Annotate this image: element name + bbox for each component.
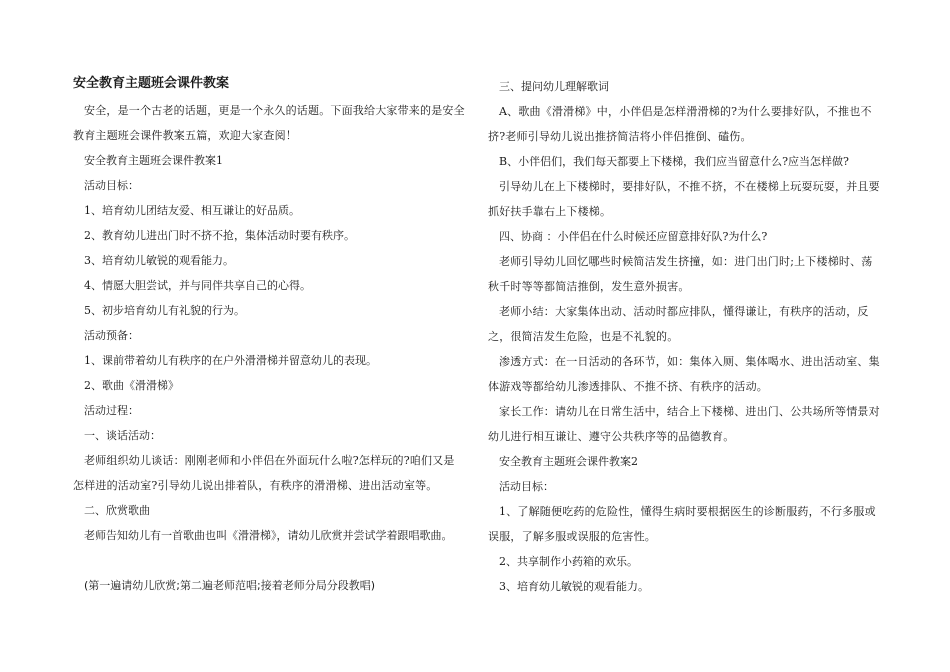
recall-paragraph: 老师引导幼儿回忆哪些时候简洁发生挤撞，如：进门出门时;上下楼梯时、荡秋千时等等都简洁推倒，发生意外损害。 (488, 255, 873, 293)
left-column (73, 74, 465, 598)
preparation-label: 活动预备： (84, 329, 139, 342)
objective-1: 1、培育幼儿团结友爱、相互谦让的好品质。 (84, 204, 300, 217)
preparation-2: 2、歌曲《滑滑梯》 (84, 379, 179, 392)
objective-3: 3、培育幼儿敏锐的观看能力。 (84, 254, 234, 267)
right-column (488, 74, 880, 599)
question-b: B、小伴侣们，我们每天都要上下楼梯，我们应当留意什么?应当怎样做? (499, 155, 849, 168)
document-title: 安全教育主题班会课件教案 (73, 76, 230, 91)
song-paragraph: 老师告知幼儿有一首歌曲也叫《滑滑梯》，请幼儿欣赏并尝试学着跟唱歌曲。 (84, 529, 453, 542)
objective-2-1: 1、了解随便吃药的危险性，懂得生病时要根据医生的诊断服药，不行多服或误服，了解多服或误服的危害性。 (488, 505, 876, 543)
talk-paragraph: 老师组织幼儿谈话：刚刚老师和小伴侣在外面玩什么啦?怎样玩的?咱们又是怎样进的活动室?引导幼儿说出排着队，有秩序的滑滑梯、进出活动室等。 (73, 454, 455, 492)
section-3-heading: 三、提问幼儿理解歌词 (499, 80, 609, 93)
objective-4: 4、情愿大胆尝试，并与同伴共享自己的心得。 (84, 279, 311, 292)
parent-work: 家长工作：请幼儿在日常生活中，结合上下楼梯、进出门、公共场所等情景对幼儿进行相互谦让、遵守公共秩序等的品德教育。 (488, 405, 880, 443)
section-talk-heading: 一、谈话活动： (84, 429, 161, 442)
objective-2-3: 3、培育幼儿敏锐的观看能力。 (499, 580, 649, 593)
process-label: 活动过程： (84, 404, 139, 417)
stairs-guidance: 引导幼儿在上下楼梯时，要排好队，不推不挤，不在楼梯上玩耍玩耍，并且要抓好扶手靠右上下楼梯。 (488, 180, 880, 218)
objective-2: 2、教育幼儿进出门时不挤不抢，集体活动时要有秩序。 (84, 229, 355, 242)
lesson-2-heading: 安全教育主题班会课件教案2 (499, 455, 638, 468)
objectives-label: 活动目标： (84, 179, 139, 192)
integration-method: 渗透方式：在一日活动的各环节，如：集体入厕、集体喝水、进出活动室、集体游戏等都给幼儿渗透排队、不推不挤、有秩序的活动。 (488, 355, 880, 393)
intro-paragraph: 安全，是一个古老的话题，更是一个永久的话题。下面我给大家带来的是安全教育主题班会课件教案五篇，欢迎大家查阅！ (73, 104, 465, 142)
teacher-summary: 老师小结：大家集体出动、活动时都应排队，懂得谦让，有秩序的活动，反之，很简洁发生危险，也是不礼貌的。 (488, 305, 869, 343)
spacer (73, 548, 465, 573)
question-a: A、歌曲《滑滑梯》中，小伴侣是怎样滑滑梯的?为什么要排好队，不推也不挤?老师引导幼儿说出推挤简洁将小伴侣推倒、磕伤。 (488, 105, 872, 143)
objectives-label-2: 活动目标： (499, 480, 554, 493)
section-song-heading: 二、欣赏歌曲 (84, 504, 150, 517)
teaching-note: (第一遍请幼儿欣赏;第二遍老师范唱;接着老师分局分段教唱) (84, 579, 375, 592)
section-4-heading: 四、协商 ：小伴侣在什么时候还应留意排好队?为什么? (499, 230, 768, 243)
lesson-1-heading: 安全教育主题班会课件教案1 (84, 154, 223, 167)
objective-2-2: 2、共享制作小药箱的欢乐。 (499, 555, 638, 568)
objective-5: 5、初步培育幼儿有礼貌的行为。 (84, 304, 245, 317)
preparation-1: 1、课前带着幼儿有秩序的在户外滑滑梯并留意幼儿的表现。 (84, 354, 377, 367)
